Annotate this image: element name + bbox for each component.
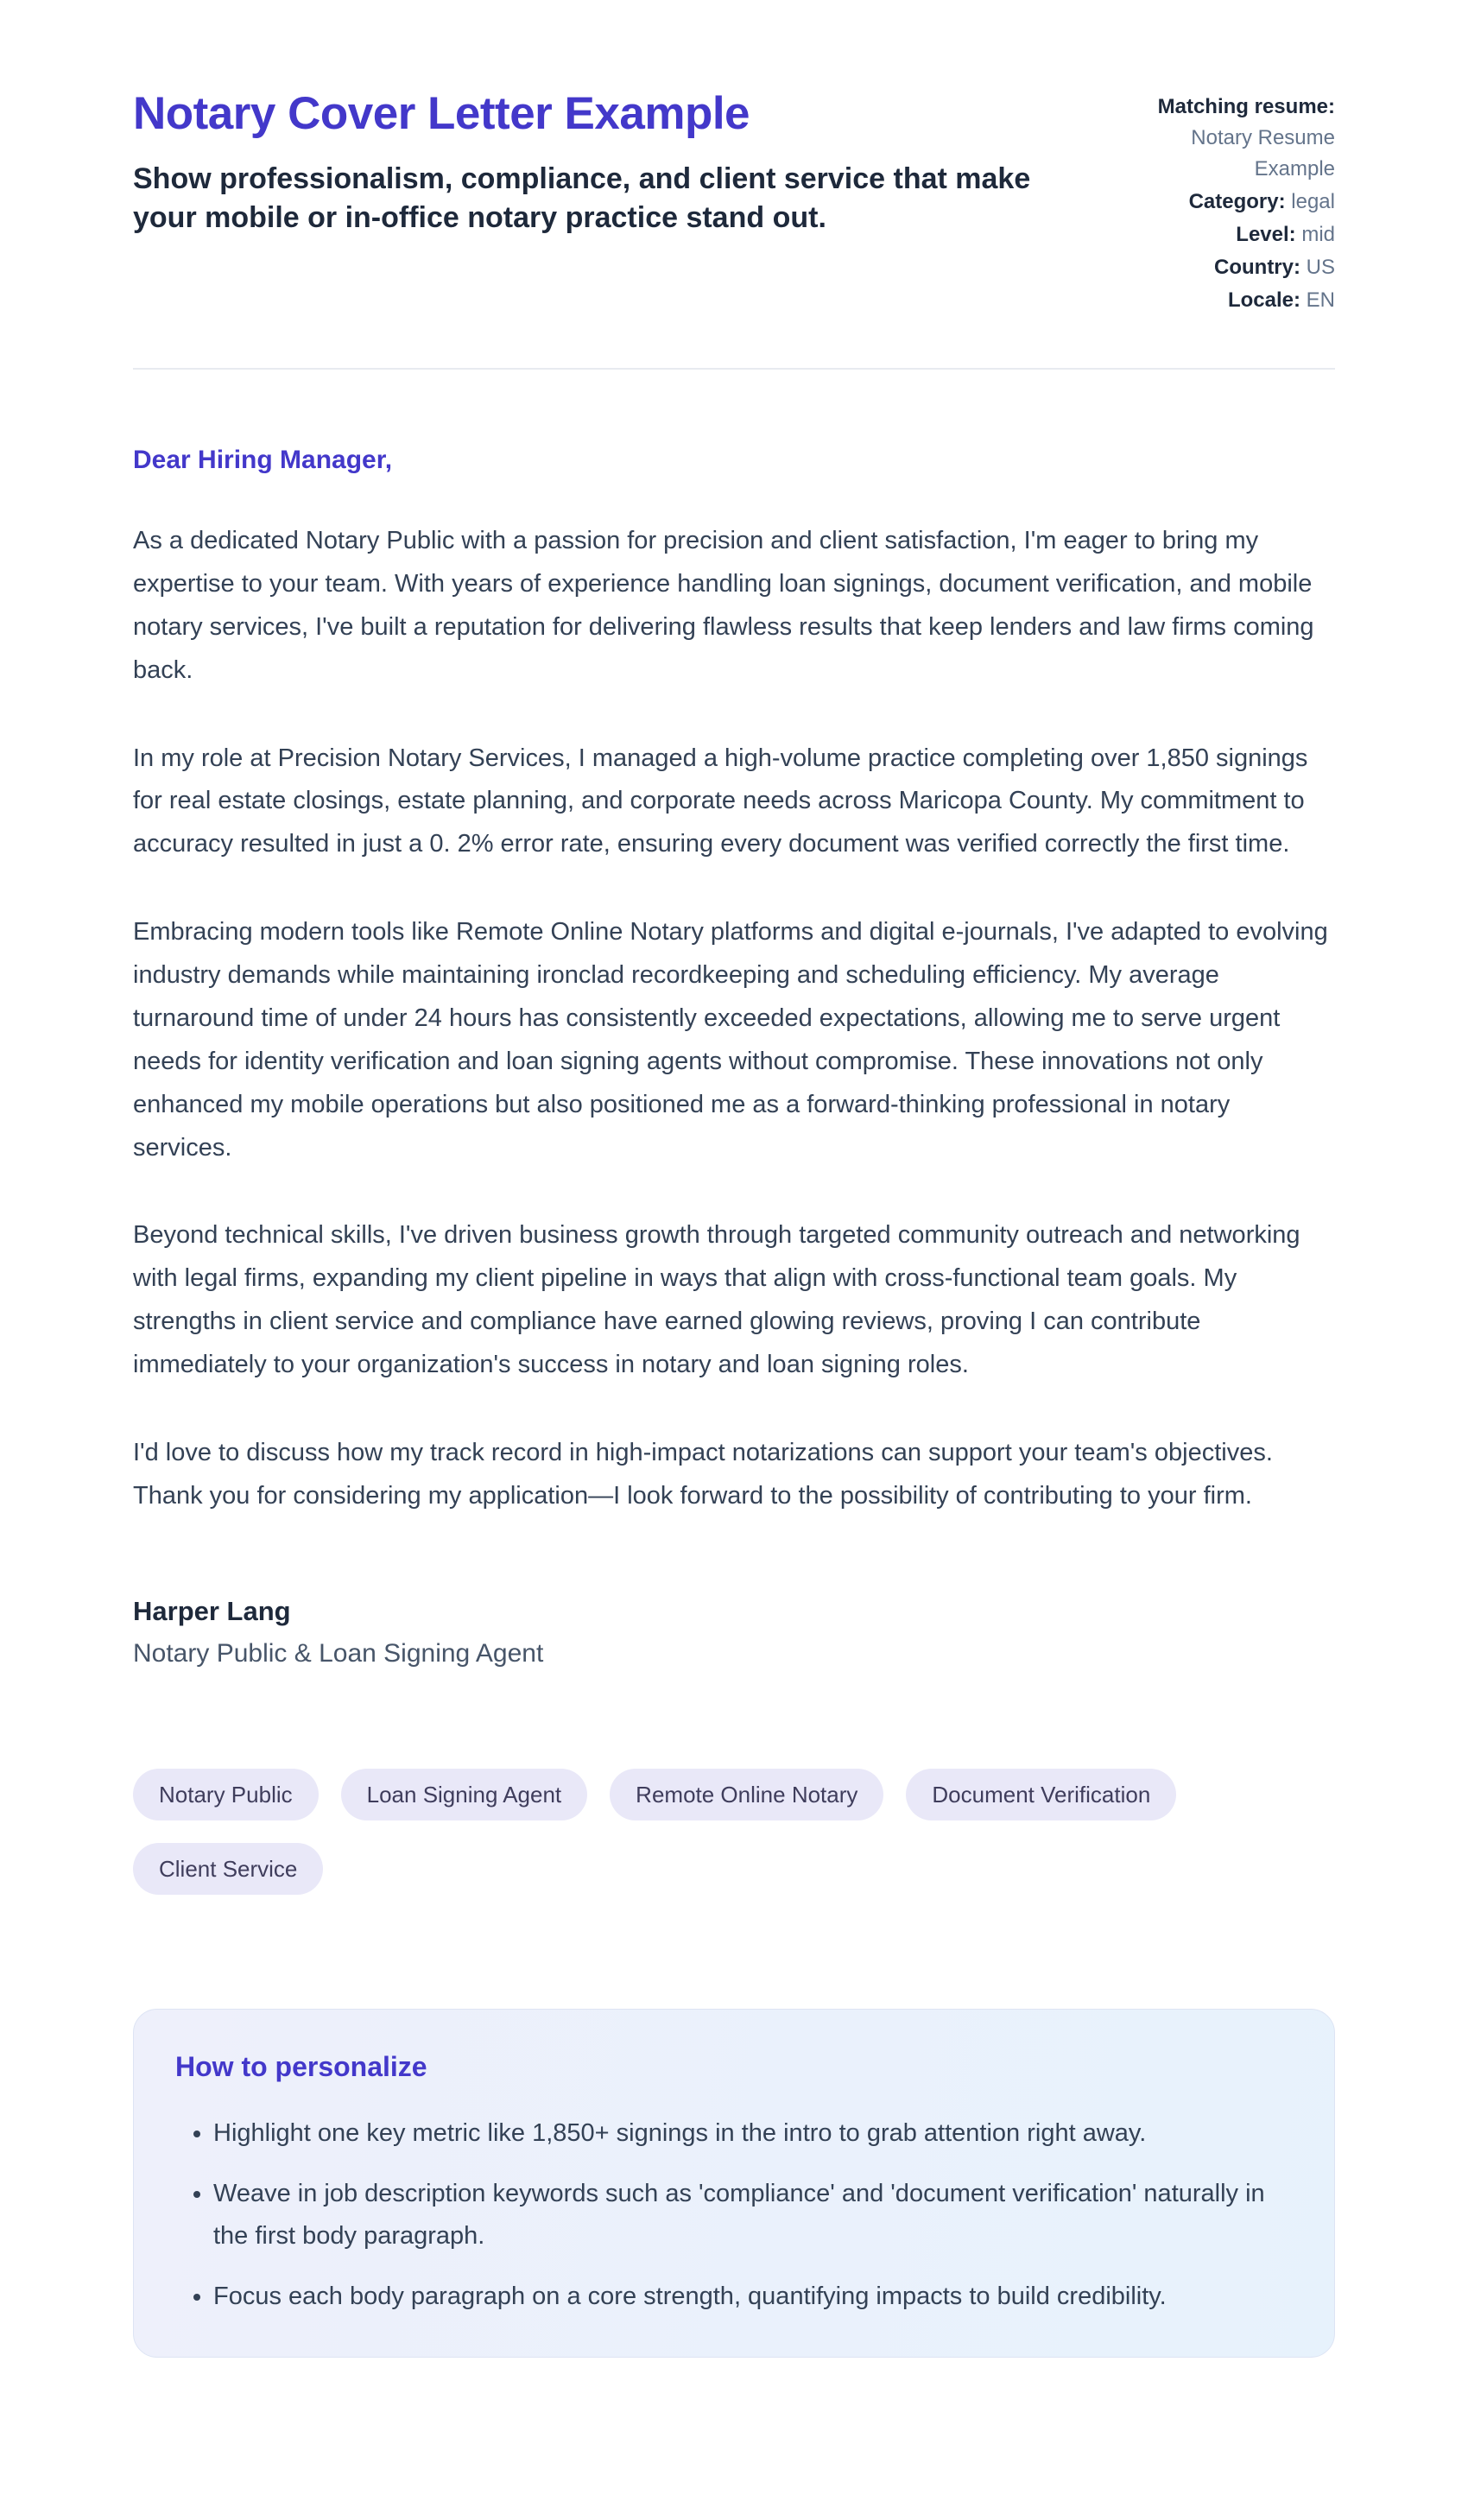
tag-document-verification: Document Verification	[906, 1769, 1176, 1820]
meta-matching-resume	[1117, 92, 1335, 185]
page-title: Notary Cover Letter Example	[133, 88, 750, 139]
tag-remote-online-notary: Remote Online Notary	[610, 1769, 883, 1820]
tag-client-service: Client Service	[133, 1843, 323, 1895]
personalize-title: How to personalize	[175, 2050, 427, 2082]
meta-country	[1117, 252, 1335, 283]
matching-resume-value: Notary Resume Example	[1191, 126, 1335, 180]
meta-level	[1117, 219, 1335, 250]
page-subtitle: Show professionalism, compliance, and client service that make your mobile or in-office notary practice stand out.	[133, 161, 1031, 234]
letter-paragraph-3: Embracing modern tools like Remote Online Notary platforms and digital e-journals, I've adapted to evolving industry demands while maintaining ironclad recordkeeping and scheduling efficiency. My average turnaround time of under 24 hours has consistently exceeded expectations, allowing me to serve urgent needs for identity verification and loan signing agents without compromise. These innovations not only enhanced my mobile operations but also positioned me as a forward-thinking professional in notary services.	[133, 918, 1328, 1162]
letter-paragraph-2: In my role at Precision Notary Services, I managed a high-volume practice completing over 1,850 signings for real estate closings, estate planning, and corporate needs across Maricopa County. My commitment to accuracy resulted in just a 0. 2% error rate, ensuring every document was verified correctly the first time.	[133, 744, 1308, 858]
locale-value: EN	[1306, 288, 1335, 312]
personalize-card	[133, 2009, 1335, 2359]
meta-category	[1117, 187, 1335, 218]
personalize-tip-list	[175, 2112, 1293, 2320]
tag-list	[133, 1769, 1335, 1895]
letter-paragraph-4: Beyond technical skills, I've driven business growth through targeted community outreach and networking with legal firms, expanding my client pipeline in ways that align with cross-functional team goals. My strengths in client service and compliance have earned glowing reviews, proving I can contribute immediately to your organization's success in notary and loan signing roles.	[133, 1221, 1300, 1378]
personalize-tip-1: • Highlight one key metric like 1,850+ signings in the intro to grab attention right away.	[213, 2112, 1293, 2156]
category-value: legal	[1291, 190, 1335, 213]
level-label: Level:	[1236, 223, 1296, 246]
meta-locale	[1117, 285, 1335, 316]
country-value: US	[1306, 256, 1335, 279]
country-label: Country:	[1214, 256, 1300, 279]
header	[133, 88, 1335, 318]
salutation: Dear Hiring Manager,	[133, 446, 393, 474]
category-label: Category:	[1188, 190, 1286, 213]
header-divider	[133, 368, 1335, 370]
personalize-tip-3: • Focus each body paragraph on a core strength, quantifying impacts to build credibility.	[213, 2276, 1293, 2319]
cover-letter-page	[133, 0, 1335, 2487]
resume-meta	[1117, 88, 1335, 318]
signature-name: Harper Lang	[133, 1595, 291, 1626]
personalize-tip-2: • Weave in job description keywords such as 'compliance' and 'document verification' naturally in the first body paragraph.	[213, 2173, 1293, 2259]
tag-notary-public: Notary Public	[133, 1769, 319, 1820]
letter-body	[133, 446, 1335, 1668]
level-value: mid	[1301, 223, 1335, 246]
letter-paragraph-5: I'd love to discuss how my track record in high-impact notarizations can support your team's objectives. Thank you for considering my application—I look forward to the possibility of contributing to your firm.	[133, 1438, 1273, 1510]
matching-resume-label: Matching resume:	[1157, 95, 1335, 118]
letter-paragraph-1: As a dedicated Notary Public with a passion for precision and client satisfaction, I'm eager to bring my expertise to your team. With years of experience handling loan signings, document verification, and mobile notary services, I've built a reputation for delivering flawless results that keep lenders and law firms coming back.	[133, 527, 1314, 684]
signature-role: Notary Public & Loan Signing Agent	[133, 1638, 544, 1668]
header-text-block	[133, 88, 1066, 237]
signature-block	[133, 1596, 1335, 1668]
locale-label: Locale:	[1227, 288, 1300, 312]
tag-loan-signing-agent: Loan Signing Agent	[341, 1769, 588, 1820]
